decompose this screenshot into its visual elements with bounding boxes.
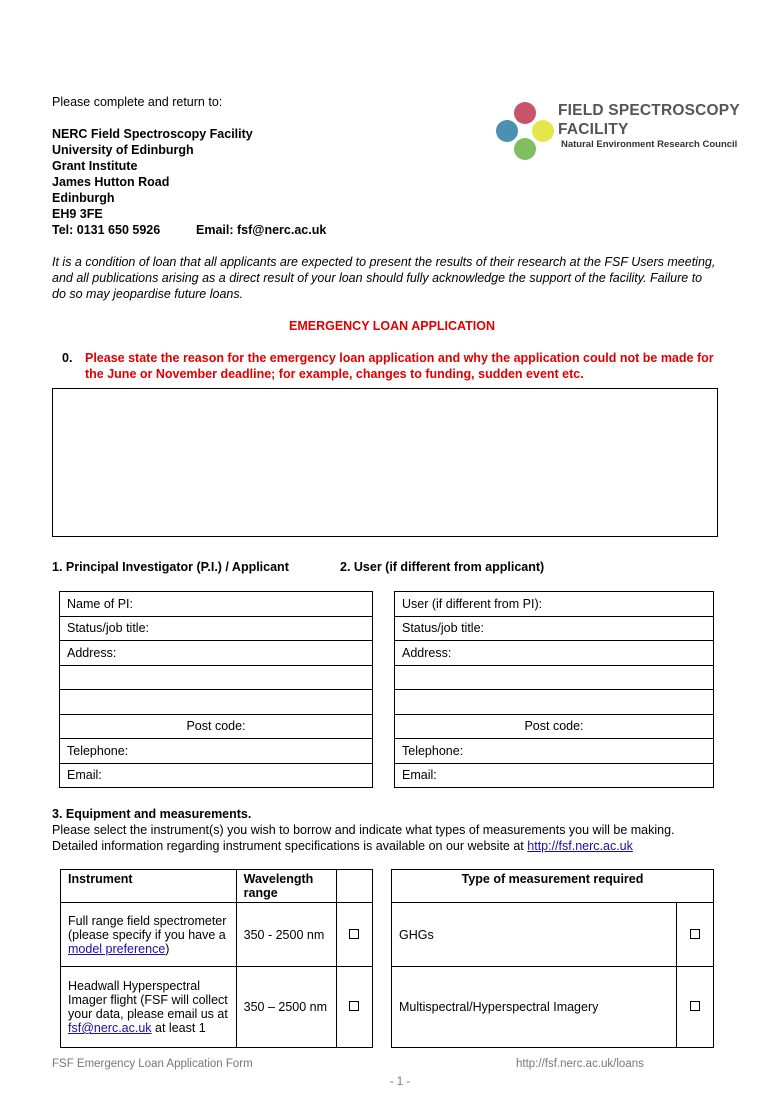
address-line: James Hutton Road — [52, 175, 170, 189]
footer-form-name: FSF Emergency Loan Application Form — [52, 1058, 253, 1070]
measurement-checkbox-cell — [677, 903, 714, 967]
section3-text: Please select the instrument(s) you wish to borrow and indicate what types of measurements you will be making. — [52, 823, 675, 837]
model-preference-link[interactable]: model preference — [68, 941, 166, 956]
pi-postcode-field[interactable]: Post code: — [60, 714, 373, 739]
user-address-line-3[interactable] — [395, 690, 714, 715]
measurement-cell: Multispectral/Hyperspectral Imagery — [392, 967, 677, 1048]
measurement-cell: GHGs — [392, 903, 677, 967]
pi-address-line-2[interactable] — [60, 665, 373, 690]
user-address-line-2[interactable] — [395, 665, 714, 690]
pi-status-field[interactable]: Status/job title: — [60, 616, 373, 641]
user-telephone-field[interactable]: Telephone: — [395, 739, 714, 764]
fsf-logo — [494, 100, 740, 164]
telephone-line: Tel: 0131 650 5926 — [52, 223, 161, 237]
form-title: EMERGENCY LOAN APPLICATION — [288, 319, 496, 333]
instrument-cell: Headwall Hyperspectral Imager flight (FSF will collect your data, please email us at fsf@nerc.ac.uk at least 1 — [61, 967, 237, 1048]
instrument-cell: Full range field spectrometer (please specify if you have a model preference) — [61, 903, 237, 967]
user-details-table — [394, 591, 714, 788]
pi-details-table — [59, 591, 373, 788]
conditions-text: It is a condition of loan that all applicants are expected to present the results of their research at the FSF Users meeting, — [52, 255, 716, 269]
logo-subtitle: Natural Environment Research Council — [561, 139, 738, 150]
question-text: Please state the reason for the emergency loan application and why the application could not be made for — [85, 351, 714, 365]
wavelength-header: Wavelength range — [236, 870, 336, 903]
section3-heading: 3. Equipment and measurements. — [52, 807, 252, 821]
wavelength-cell: 350 – 2500 nm — [236, 967, 336, 1048]
pi-address-field[interactable]: Address: — [60, 641, 373, 666]
instrument-checkbox[interactable] — [349, 929, 359, 939]
conditions-text: do so may jeopardise future loans. — [52, 287, 244, 301]
instrument-checkbox[interactable] — [349, 1001, 359, 1011]
address-line: NERC Field Spectroscopy Facility — [52, 127, 253, 141]
question-number: 0. — [62, 351, 73, 365]
section3-text — [52, 838, 633, 854]
pi-email-field[interactable]: Email: — [60, 763, 373, 788]
instrument-checkbox-cell — [336, 903, 372, 967]
question-text: the June or November deadline; for example, changes to funding, sudden event etc. — [85, 367, 584, 381]
pi-address-line-3[interactable] — [60, 690, 373, 715]
footer-url: http://fsf.nerc.ac.uk/loans — [516, 1058, 644, 1070]
measurement-checkbox[interactable] — [690, 1001, 700, 1011]
reason-textbox[interactable] — [52, 388, 718, 537]
measurement-checkbox[interactable] — [690, 929, 700, 939]
instrument-table — [60, 869, 373, 1048]
website-link[interactable]: http://fsf.nerc.ac.uk — [527, 839, 633, 853]
user-name-field[interactable]: User (if different from PI): — [395, 592, 714, 617]
logo-title: FIELD SPECTROSCOPY — [558, 102, 740, 119]
address-line: EH9 3FE — [52, 207, 103, 221]
logo-title: FACILITY — [558, 121, 629, 138]
section3-text-part: Detailed information regarding instrument specifications is available on our website at — [52, 839, 524, 853]
user-email-field[interactable]: Email: — [395, 763, 714, 788]
email-line: Email: fsf@nerc.ac.uk — [196, 223, 327, 237]
section2-heading: 2. User (if different from applicant) — [340, 560, 545, 574]
checkbox-header — [336, 870, 372, 903]
email-link[interactable]: fsf@nerc.ac.uk — [68, 1021, 152, 1035]
user-address-field[interactable]: Address: — [395, 641, 714, 666]
instrument-header: Instrument — [61, 870, 237, 903]
wavelength-cell: 350 - 2500 nm — [236, 903, 336, 967]
conditions-text: and all publications arising as a direct result of your loan should fully acknowledge the support of the facility. Failure to — [52, 271, 703, 285]
measurement-checkbox-cell — [677, 967, 714, 1048]
address-line: University of Edinburgh — [52, 143, 194, 157]
pi-name-field[interactable]: Name of PI: — [60, 592, 373, 617]
user-postcode-field[interactable]: Post code: — [395, 714, 714, 739]
instrument-checkbox-cell — [336, 967, 372, 1048]
address-line: Edinburgh — [52, 191, 115, 205]
pi-telephone-field[interactable]: Telephone: — [60, 739, 373, 764]
section1-heading: 1. Principal Investigator (P.I.) / Applicant — [52, 560, 289, 574]
user-status-field[interactable]: Status/job title: — [395, 616, 714, 641]
logo-circles-icon — [494, 100, 554, 162]
measurement-header: Type of measurement required — [392, 870, 714, 903]
page-number: - 1 - — [389, 1076, 411, 1088]
address-line: Grant Institute — [52, 159, 138, 173]
measurement-table — [391, 869, 714, 1048]
return-instruction: Please complete and return to: — [52, 95, 223, 109]
